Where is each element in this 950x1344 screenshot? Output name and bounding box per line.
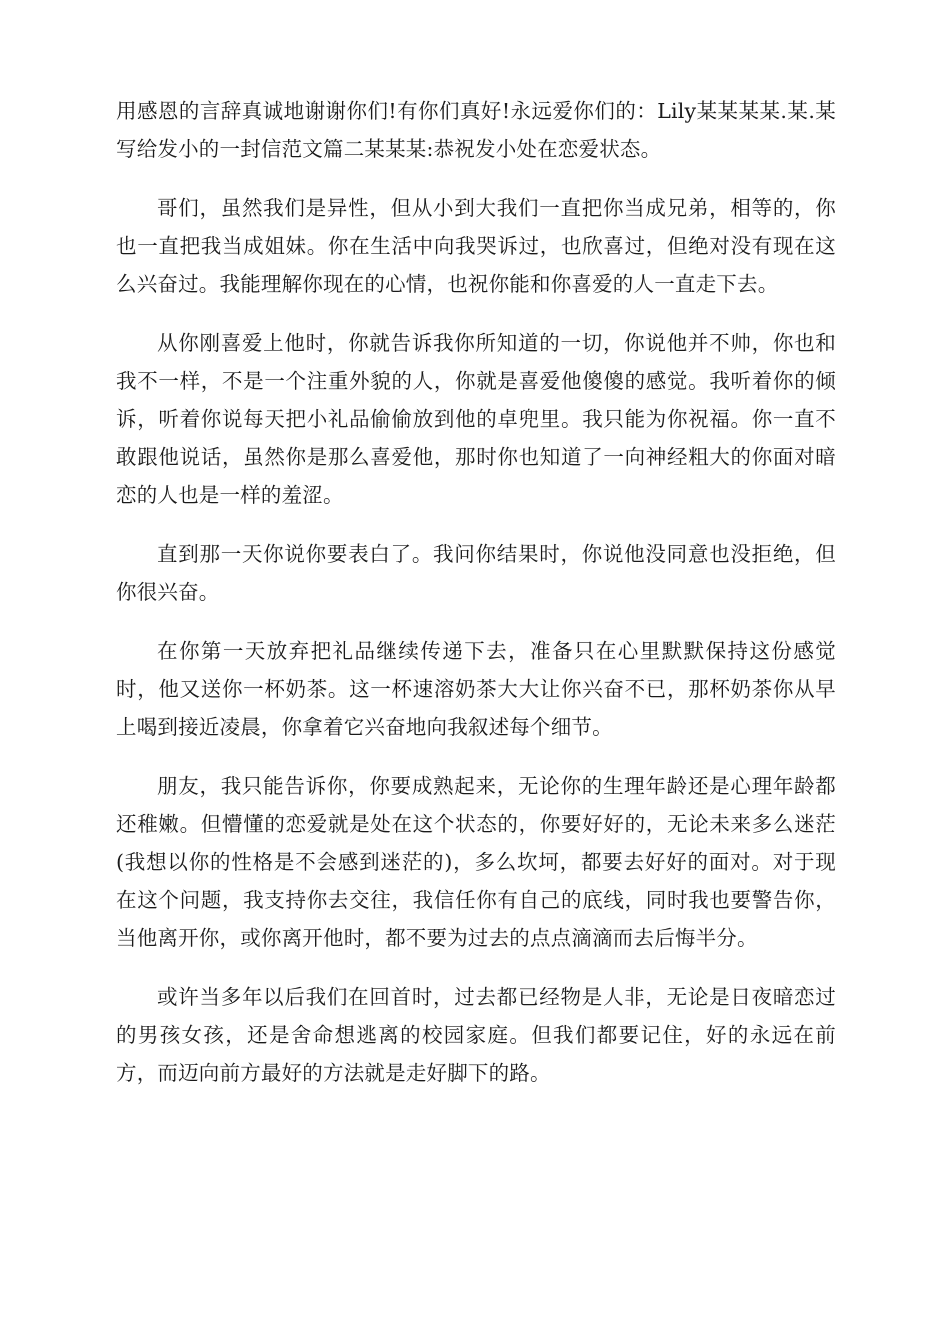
- paragraph-6: 或许当多年以后我们在回首时，过去都已经物是人非，无论是日夜暗恋过的男孩女孩，还是舍命想逃离的校园家庭。但我们都要记住，好的永远在前方，而迈向前方最好的方法就是走好脚下的路。: [116, 985, 836, 1085]
- paragraph-5: 朋友，我只能告诉你，你要成熟起来，无论你的生理年龄还是心理年龄都还稚嫩。但懵懂的恋爱就是处在这个状态的，你要好好的，无论未来多么迷茫(我想以你的性格是不会感到迷茫的)，多么坎坷，都要去好好的面对。对于现在这个问题，我支持你去交往，我信任你有自己的底线，同时我也要警告你，当他离开你，或你离开他时，都不要为过去的点点滴滴而去后悔半分。: [116, 774, 836, 950]
- paragraph-2: 从你刚喜爱上他时，你就告诉我你所知道的一切，你说他并不帅，你也和我不一样，不是一个注重外貌的人，你就是喜爱他傻傻的感觉。我听着你的倾诉，听着你说每天把小礼品偷偷放到他的卓兜里。我只能为你祝福。你一直不敢跟他说话，虽然你是那么喜爱他，那时你也知道了一向神经粗大的你面对暗恋的人也是一样的羞涩。: [116, 331, 836, 507]
- paragraph-closing: 用感恩的言辞真诚地谢谢你们!有你们真好!永远爱你们的：Lily某某某某.某.某写给发小的一封信范文篇二某某某:恭祝发小处在恋爱状态。: [116, 99, 836, 161]
- paragraph-1: 哥们，虽然我们是异性，但从小到大我们一直把你当成兄弟，相等的，你也一直把我当成姐妹。你在生活中向我哭诉过，也欣喜过，但绝对没有现在这么兴奋过。我能理解你现在的心情，也祝你能和你喜爱的人一直走下去。: [116, 196, 836, 296]
- paragraph-4: 在你第一天放弃把礼品继续传递下去，准备只在心里默默保持这份感觉时，他又送你一杯奶茶。这一杯速溶奶茶大大让你兴奋不已，那杯奶茶你从早上喝到接近凌晨，你拿着它兴奋地向我叙述每个细节。: [116, 639, 836, 739]
- document-body: [116, 92, 836, 1113]
- paragraph-3: 直到那一天你说你要表白了。我问你结果时，你说他没同意也没拒绝，但你很兴奋。: [116, 542, 836, 604]
